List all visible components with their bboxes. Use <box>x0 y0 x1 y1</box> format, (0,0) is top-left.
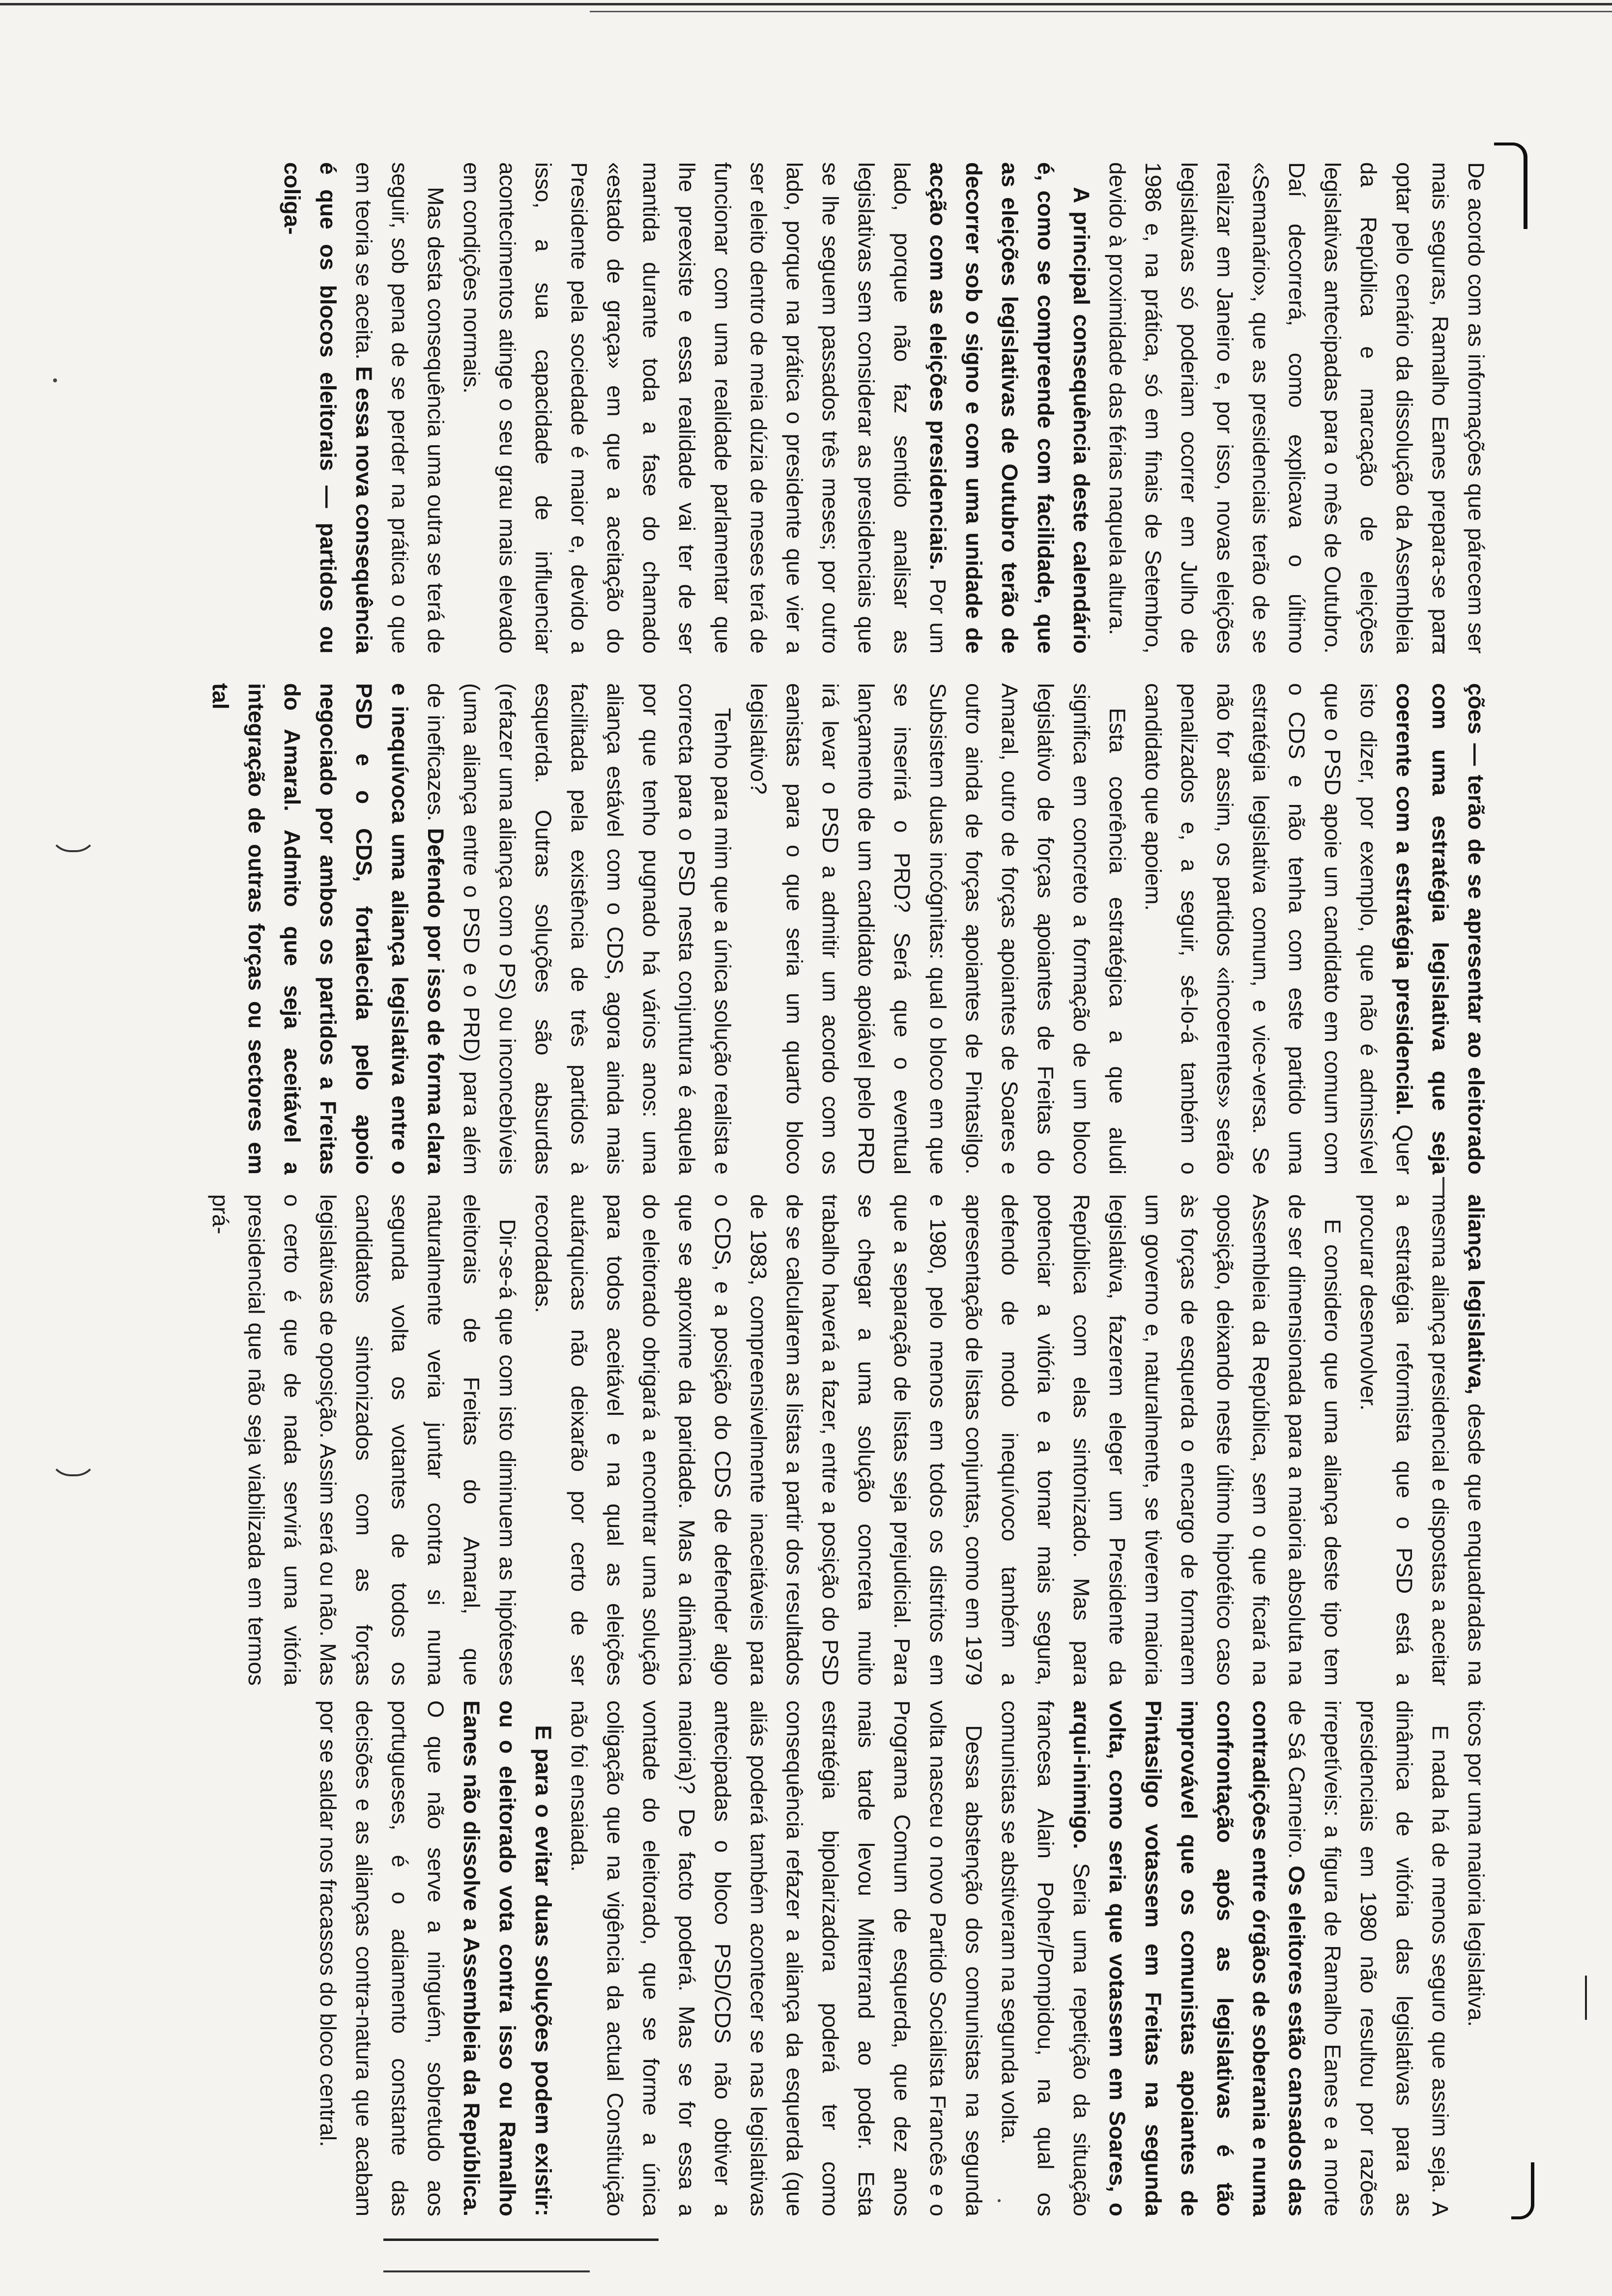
scan-top-rule-secondary <box>590 11 1612 12</box>
paragraph-text: Por um lado, porque não faz sentido analisar as legislativas sem considerar as presidenciais que se lhe seguem passados três meses; por outro lado, porque na prática o presidente que vier a ser eleito dentro de meia dúzia de meses terá de funcionar com uma realidade parlamentar que lhe preexiste e essa realidade vai ter de ser mantida durante toda a fase do chamado «estado de graça» em que a aceitação do Presidente pela sociedade é maior e, devido a isso, a sua capacidade de influenciar acontecimentos atinge o seu grau mais elevado em condições normais. <box>459 162 950 654</box>
paragraph-text: E nada há de menos seguro que assim seja. A dinâmica de vitória das legislativas para as presidenciais em 1980 não resultou por razões irrepetíveis: a figura de Ramalho Eanes e a morte de Sá Carneiro. <box>1284 1700 1453 2216</box>
paragraph: De acordo com as informações que párecem ser mais seguras, Ramalho Eanes prepara-se para optar pelo cenário da dissolução da Assembleia da República e marcação de eleições legislativas antecipadas para o mês de Outubro. Daí decorrerá, como explicava o último «Semanário», que as presidenciais terão de se realizar em Janeiro e, por isso, novas eleições legislativas só poderiam ocorrer em Julho de 1986 e, na prática, só em finais de Setembro, devido à proximidade das férias naquela altura. <box>1105 162 1489 654</box>
paragraph <box>274 162 454 654</box>
bold-text: Defendo por isso de forma clara e inequívoca uma aliança legislativa entre o PSD e o CDS, fortalecida pelo apoio negociado por ambos os partidos a Freitas do Amaral. Admito que seja aceitável a integração de outras forças ou sectores em tal <box>208 683 448 1175</box>
bold-lead: ções — terão de se apresentar ao eleitorado com uma estratégia legislativa que seja coerente com a estratégia presidencial. <box>1392 683 1489 1175</box>
crop-bracket-top <box>1494 143 1527 229</box>
column-end-rule-secondary <box>383 2270 590 2272</box>
bold-text: E para o evitar duas soluções podem existir: ou o eleitorado vota contra isso ou Ramalho Eanes não dissolve a Assembleia da República. <box>459 1700 556 2216</box>
column-end-rule <box>383 2239 659 2241</box>
paragraph-text: desde que enquadradas na mesma aliança presidencial e dispostas a aceitar a estratégia reformista que o PSD está a procurar desenvolver. <box>1356 1194 1489 1686</box>
paragraph-text: Mas desta consequência uma outra se terá de seguir, sob pena de se perder na prática o que em teoria se aceita. <box>351 162 448 654</box>
paragraph-text: O que não serve a ninguém, sobretudo aos portugueses, é o adiamento constante das decisões e as alianças contra-natura que acabam por se saldar nos fracassos do bloco central. <box>316 1700 448 2216</box>
scan-edge-mark <box>1585 1976 1587 2020</box>
scan-top-rule <box>0 3 1612 5</box>
paragraph: Dir-se-á que com isto diminuem as hipóteses eleitorais de Freitas do Amaral, que naturalmente veria juntar contra si numa segunda volta os votantes de todos os candidatos sintonizados com as forças legislativas de oposição. Assim será ou não. Mas o certo é que de nada servirá uma vitória presidencial que não seja viabilizada em termos prá- <box>208 1194 520 1686</box>
scan-speck <box>53 378 57 382</box>
paragraph <box>992 1700 1458 2216</box>
paragraph <box>1351 1194 1494 1686</box>
paragraph-text: Quer isto dizer, por exemplo, que não é admissível que o PSD apoie um candidato em comum com o CDS e não tenha com este partido uma estratégia legislativa comum, e vice-versa. Se não for assim, os partidos «incoerentes» serão penalizados e, a seguir, sê-lo-á também o candidato que apoiem. <box>1141 683 1417 1175</box>
article-column-3 <box>208 1194 1494 1686</box>
paragraph-text: Seria uma repetição da situação francesa Alain Poher/Pompidou, na qual os comunistas se abstiveram na segunda volta. <box>997 1700 1094 2216</box>
article-column-2 <box>208 683 1494 1175</box>
paragraph: Dessa abstenção dos comunistas na segunda volta nasceu o novo Partido Socialista Francês e o Programa Comum de esquerda, que dez anos mais tarde levou Mitterrand ao poder. Esta estratégia bipolarizadora poderá ter como consequência refazer a aliança da esquerda (que aliás poderá também acontecer se nas legislativas antecipadas o bloco PSD/CDS não obtiver a maioria)? De facto poderá. Mas se for essa a vontade do eleitorado, que se forme a única coligação que na vigência da actual Constituição não foi ensaiada. <box>567 1700 986 2216</box>
paragraph <box>310 1700 561 2216</box>
bold-lead: aliança legislativa, <box>1464 1194 1489 1395</box>
punch-hole-mark-lower <box>49 1455 97 1476</box>
paragraph: Esta coerência estratégica a que aludi significa em concreto a formação de um bloco legislativo de forças apoiantes de Freitas do Amaral, outro de forças apoiantes de Soares e outro ainda de forças apoiantes de Pintasilgo. Subsistem duas incógnitas: qual o bloco em que se inserirá o PRD? Será que o eventual lançamento de um candidato apoiável pelo PRD irá levar o PSD a admitir um acordo com os eanistas para o que seria um quarto bloco legislativo? <box>746 683 1130 1175</box>
punch-hole-mark-upper <box>49 831 97 852</box>
bold-text: Os eleitores estão cansados das contradições entre órgãos de soberania e numa confrontação após as legislativas é tão improvável que os comunistas apoiantes de Pintasilgo votassem em Freitas na segunda volta, como seria que votassem em Soares, o arqui-inimigo. <box>1069 1700 1309 2216</box>
paragraph: ticos por uma maioria legislativa. <box>1464 1700 1489 2027</box>
bold-text: E essa nova consequência é que os blocos eleitorais — partidos ou coliga- <box>280 162 376 654</box>
crop-bracket-bottom <box>1511 2162 1534 2219</box>
paragraph-text: Tenho para mim que a única solução realista e correcta para o PSD nesta conjuntura é aquela por que tenho pugnado há vários anos: uma aliança estável com o CDS, agora ainda mais facilitada pela existência de três partidos à esquerda. Outras soluções são absurdas (refazer uma aliança com o PS) ou inconcebíveis (uma aliança entre o PSD e o PRD) para além de ineficazes. <box>423 683 735 1175</box>
article-column-4 <box>316 1700 1494 2216</box>
newspaper-article <box>208 157 1494 2231</box>
bold-lead: A principal consequência deste calendário é, como se compreende com facilidade, que as eleições legislativas de Outubro terão de decorrer sob o signo e com uma unidade de acção com as eleições presidenciais. <box>925 162 1094 654</box>
paragraph <box>454 162 1099 654</box>
paragraph <box>1135 683 1494 1175</box>
paragraph: E considero que uma aliança deste tipo tem de ser dimensionada para a maioria absoluta na Assembleia da República, sem o que ficará na oposição, deixando neste último hipotético caso às forças de esquerda o encargo de formarem um governo e, naturalmente, se tiverem maioria legislativa, fazerem eleger um Presidente da República com elas sintonizado. Mas para potenciar a vitória e a tornar mais segura, defendo de modo inequívoco também a apresentação de listas conjuntas, como em 1979 e 1980, pelo menos em todos os distritos em que a separação de listas seja prejudicial. Para se chegar a uma solução concreta muito trabalho haverá a fazer, entre a posição do PSD de se calcularem as listas a partir dos resultados de 1983, compreensivelmente inaceitáveis para o CDS, e a posição do CDS de defender algo que se aproxime da paridade. Mas a dinâmica do eleitorado obrigará a encontrar uma solução para todos aceitável e na qual as eleições autárquicas não deixarão por certo de ser recordadas. <box>531 1194 1345 1686</box>
article-column-1 <box>280 162 1494 654</box>
paragraph <box>202 683 741 1175</box>
